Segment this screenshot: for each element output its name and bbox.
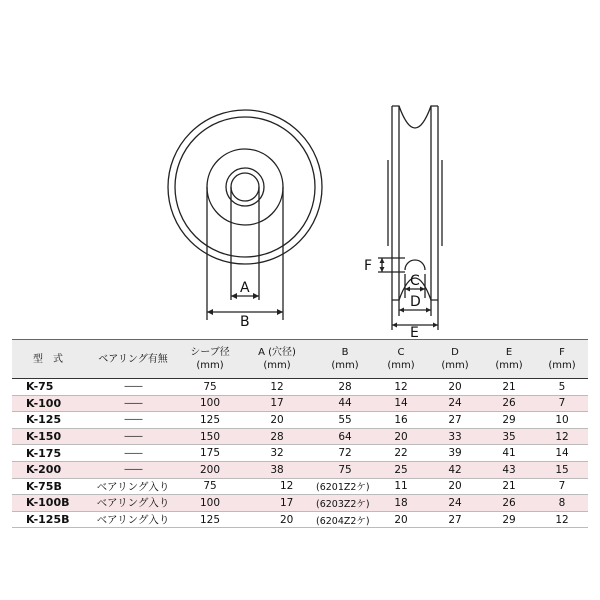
cell-f: 5	[536, 379, 588, 396]
cell-f: 12	[536, 428, 588, 445]
cell-f: 8	[536, 495, 588, 512]
cell-model: K-125	[12, 412, 84, 429]
cell-b: 64	[316, 428, 374, 445]
cell-b: 28	[316, 379, 374, 396]
cell-f: 14	[536, 445, 588, 462]
cell-c: 12	[374, 379, 428, 396]
table-row	[12, 478, 588, 495]
table-row	[12, 428, 588, 445]
cell-bearing: ——	[84, 412, 182, 429]
cell-a: 20	[238, 412, 316, 429]
cell-a: 28	[238, 428, 316, 445]
cell-sheave: 100	[182, 495, 238, 512]
label-a: A	[240, 280, 250, 296]
cell-a: 32	[238, 445, 316, 462]
cell-f: 12	[536, 511, 588, 528]
cell-a: 17	[238, 495, 316, 512]
header-c: C (mm)	[387, 347, 415, 371]
header-sheave: シーブ径 (mm)	[190, 347, 230, 371]
cell-e: 26	[482, 395, 536, 412]
cell-c: 20	[374, 428, 428, 445]
cell-f: 10	[536, 412, 588, 429]
cell-c: 16	[374, 412, 428, 429]
cell-b: 55	[316, 412, 374, 429]
cell-d: 27	[428, 412, 482, 429]
label-e: E	[410, 325, 419, 340]
cell-e: 41	[482, 445, 536, 462]
cell-d: 33	[428, 428, 482, 445]
outer-rim-circle	[168, 110, 322, 264]
cell-bearing: ——	[84, 445, 182, 462]
table-row	[12, 379, 588, 396]
header-a: A (穴径) (mm)	[258, 347, 296, 371]
cell-model: K-125B	[12, 511, 84, 528]
cell-f: 7	[536, 395, 588, 412]
cell-b: 44	[316, 395, 374, 412]
label-c: C	[410, 273, 420, 289]
cell-e: 29	[482, 511, 536, 528]
header-bearing: ベアリング有無	[98, 353, 168, 365]
table-row	[12, 395, 588, 412]
cell-model: K-75B	[12, 478, 84, 495]
cell-d: 27	[428, 511, 482, 528]
cell-e: 35	[482, 428, 536, 445]
cell-f: 15	[536, 461, 588, 478]
cell-model: K-75	[12, 379, 84, 396]
cell-d: 20	[428, 379, 482, 396]
cell-d: 42	[428, 461, 482, 478]
cell-a: 12	[238, 478, 316, 495]
cell-bearing: ——	[84, 461, 182, 478]
table-row	[12, 495, 588, 512]
header-f: F (mm)	[548, 347, 576, 371]
bore-outer-circle	[226, 168, 264, 206]
cell-bearing: ——	[84, 428, 182, 445]
cell-sheave: 75	[182, 379, 238, 396]
cell-a: 20	[238, 511, 316, 528]
label-b: B	[240, 314, 250, 330]
table-row	[12, 461, 588, 478]
cell-model: K-200	[12, 461, 84, 478]
label-d: D	[410, 294, 421, 310]
cell-c: 25	[374, 461, 428, 478]
cell-sheave: 200	[182, 461, 238, 478]
hub-circle	[207, 149, 283, 225]
cell-e: 29	[482, 412, 536, 429]
cell-bearing: ベアリング入り	[84, 511, 182, 528]
cell-c: 14	[374, 395, 428, 412]
cell-d: 20	[428, 478, 482, 495]
cell-e: 21	[482, 379, 536, 396]
cell-d: 24	[428, 495, 482, 512]
bore-circle	[231, 173, 259, 201]
cell-sheave: 125	[182, 412, 238, 429]
cell-sheave: 75	[182, 478, 238, 495]
cell-sheave: 100	[182, 395, 238, 412]
cell-b: (6201Z2ケ)	[316, 478, 374, 495]
cell-model: K-150	[12, 428, 84, 445]
cell-e: 26	[482, 495, 536, 512]
table-row	[12, 412, 588, 429]
cell-e: 21	[482, 478, 536, 495]
table-header	[12, 340, 588, 379]
cell-bearing: ——	[84, 379, 182, 396]
cell-sheave: 125	[182, 511, 238, 528]
table-row	[12, 445, 588, 462]
cell-b: (6204Z2ケ)	[316, 511, 374, 528]
cell-sheave: 175	[182, 445, 238, 462]
spec-table	[12, 339, 588, 528]
cell-b: 72	[316, 445, 374, 462]
cell-d: 39	[428, 445, 482, 462]
table-row	[12, 511, 588, 528]
cell-e: 43	[482, 461, 536, 478]
cell-bearing: ベアリング入り	[84, 495, 182, 512]
header-model: 型 式	[33, 353, 63, 365]
cell-model: K-100B	[12, 495, 84, 512]
cell-f: 7	[536, 478, 588, 495]
cell-c: 22	[374, 445, 428, 462]
cell-model: K-100	[12, 395, 84, 412]
cell-sheave: 150	[182, 428, 238, 445]
cell-a: 17	[238, 395, 316, 412]
cell-model: K-175	[12, 445, 84, 462]
header-e: E (mm)	[495, 347, 523, 371]
cell-c: 18	[374, 495, 428, 512]
header-d: D (mm)	[441, 347, 469, 371]
cell-bearing: ベアリング入り	[84, 478, 182, 495]
cell-a: 38	[238, 461, 316, 478]
cell-d: 24	[428, 395, 482, 412]
cell-a: 12	[238, 379, 316, 396]
groove-circle	[175, 117, 315, 257]
cell-b: 75	[316, 461, 374, 478]
cell-b: (6203Z2ケ)	[316, 495, 374, 512]
label-f: F	[364, 258, 373, 274]
header-b: B (mm)	[331, 347, 359, 371]
cell-c: 11	[374, 478, 428, 495]
cell-bearing: ——	[84, 395, 182, 412]
cell-c: 20	[374, 511, 428, 528]
